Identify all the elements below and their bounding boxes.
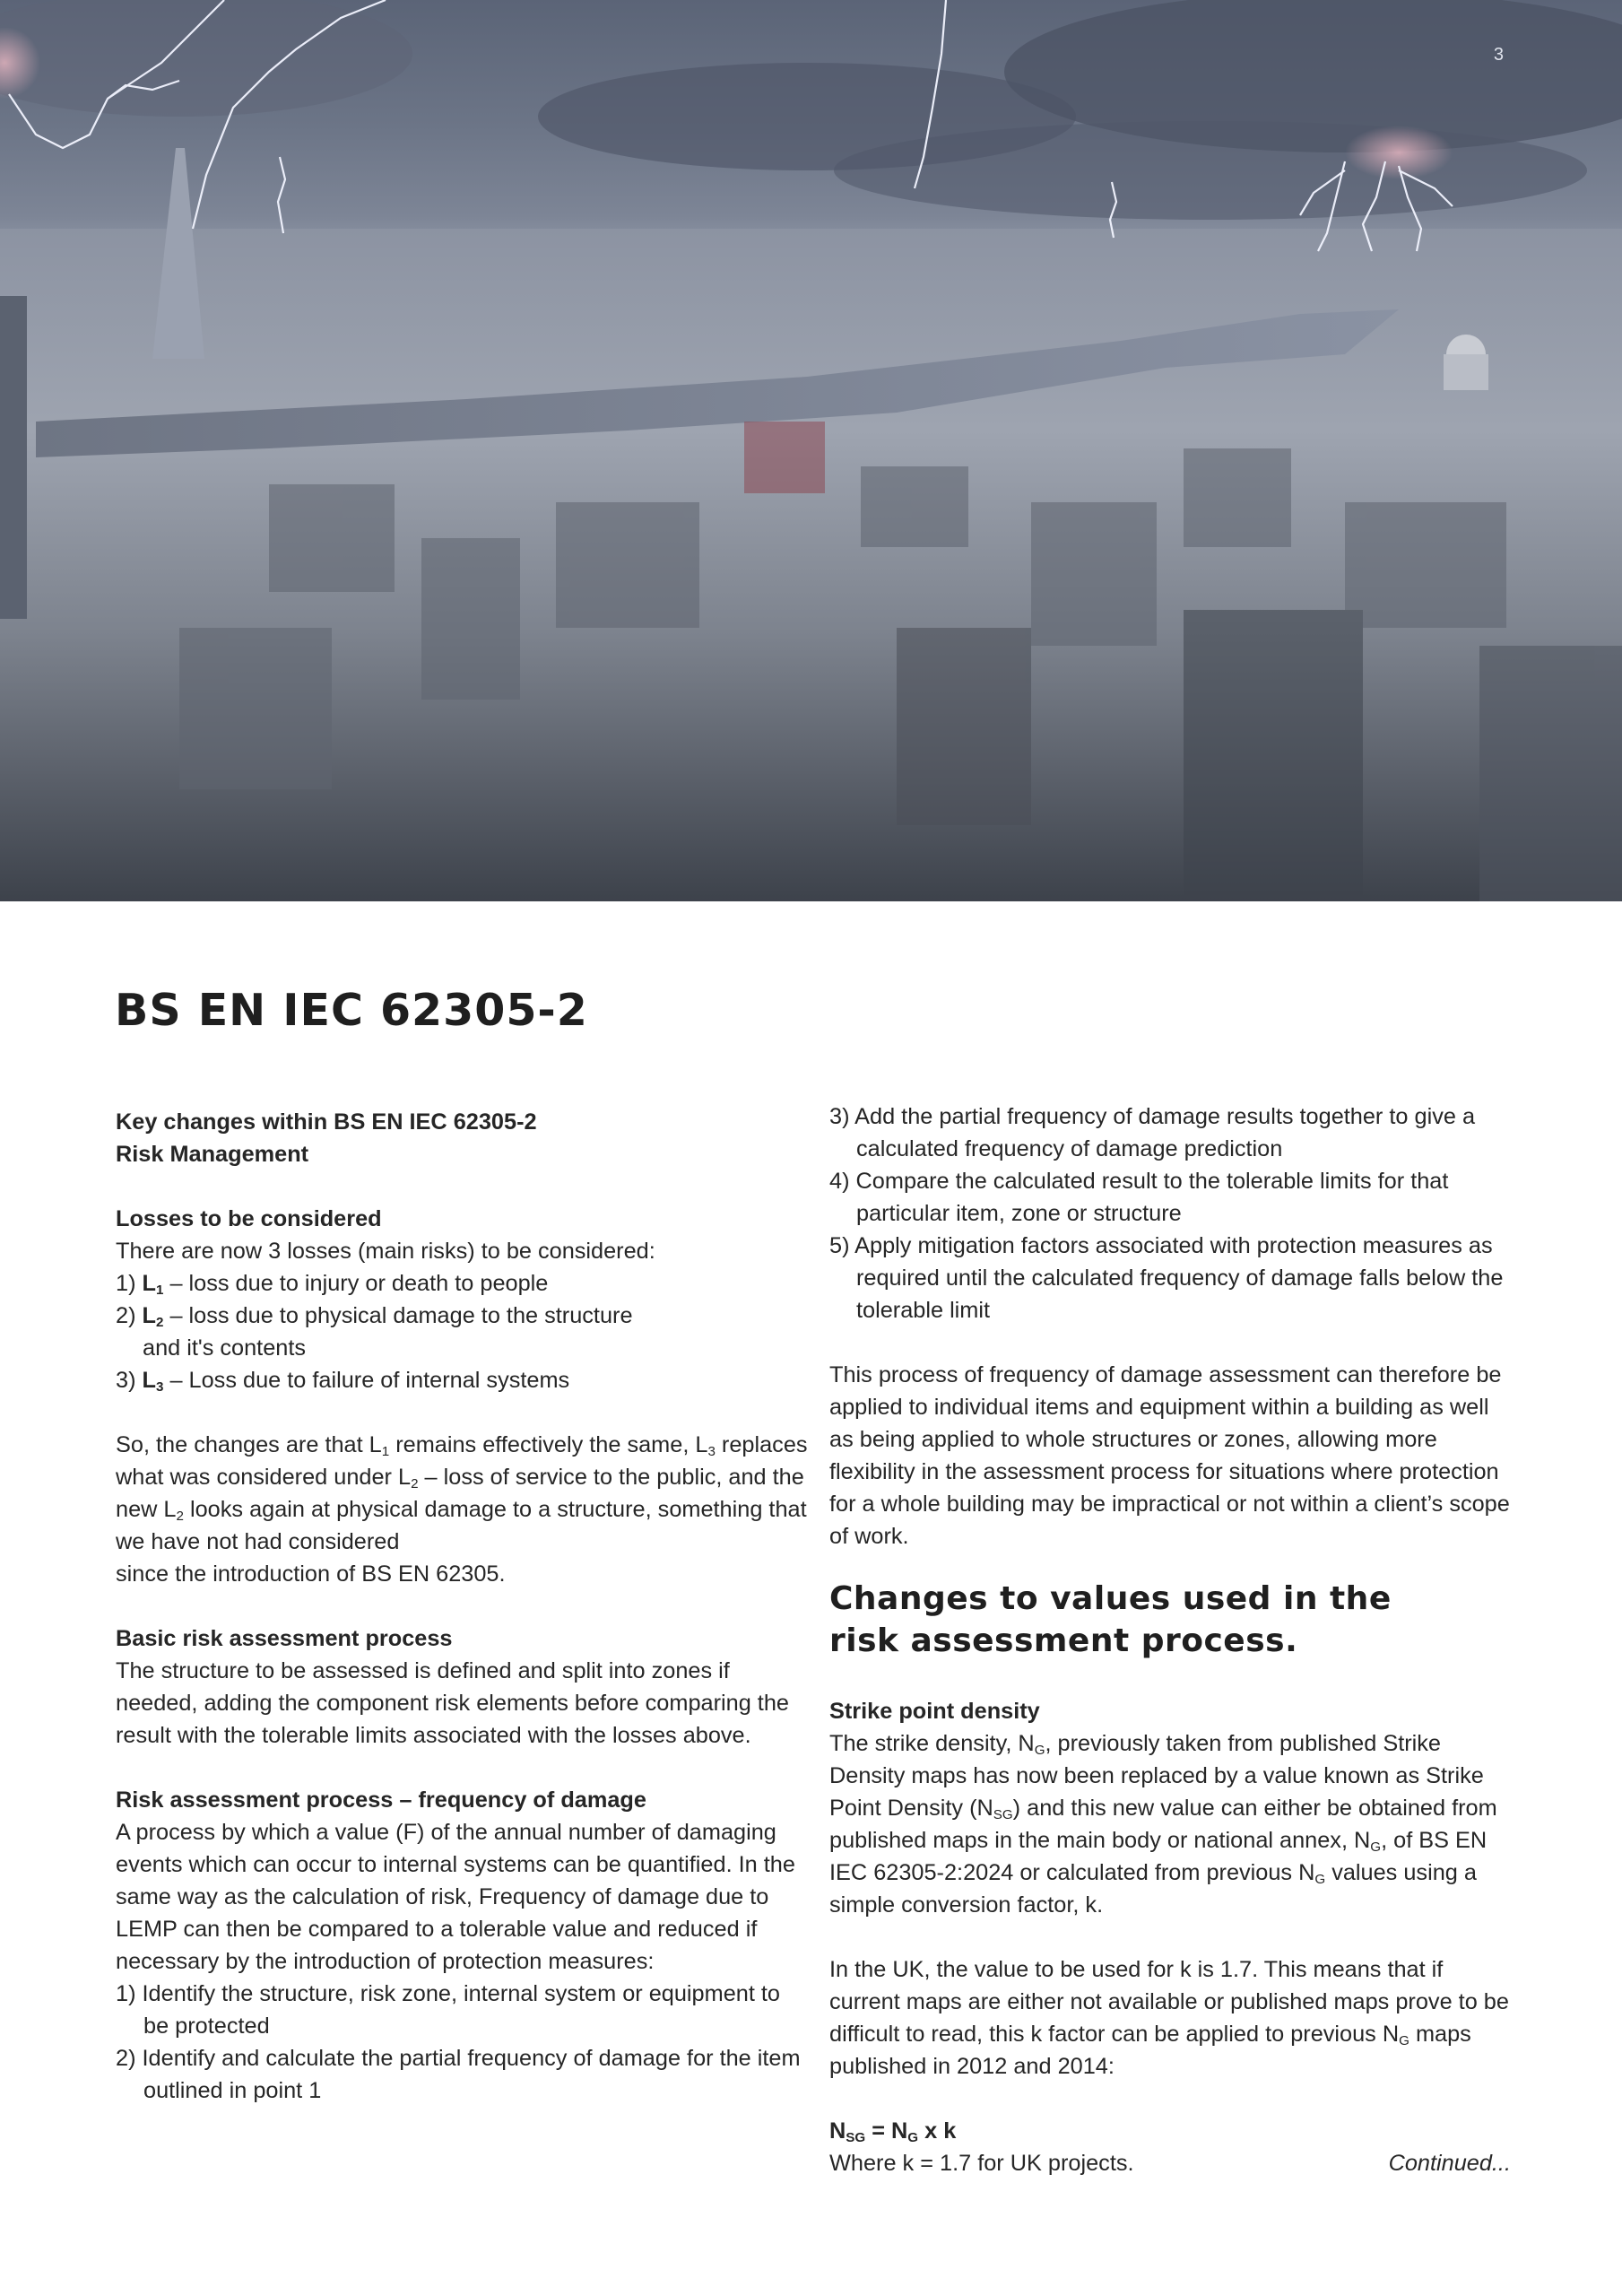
uk-paragraph: In the UK, the value to be used for k is 1.7. This means that if current maps are either not available or published maps prove to be difficult to read, this k factor can be applied to previous $N_G$ maps published in 2012 and 2014:	[829, 1957, 1509, 2079]
strike-heading: Strike point density	[829, 1699, 1040, 1724]
basic-heading: Basic risk assessment process	[116, 1626, 453, 1651]
city-storm-illustration	[0, 0, 1622, 901]
formula-note: Where k = 1.7 for UK projects.	[829, 2151, 1134, 2176]
loss-item: 3) $L_3$ – Loss due to failure of internal systems	[116, 1368, 570, 1395]
right-column	[829, 1100, 1511, 2179]
losses-heading: Losses to be considered	[116, 1206, 382, 1231]
loss-item: 1) $L_1$ – loss due to injury or death to people	[116, 1271, 549, 1298]
changes-paragraph-end: since the introduction of BS EN 62305.	[116, 1561, 506, 1587]
hero-image	[0, 0, 1622, 901]
cloud	[834, 121, 1587, 220]
changes-paragraph: So, the changes are that $L_1$ remains effectively the same, $L_3$ replaces what was considered under $L_2$ – loss of service to the public, and the new $L_2$ looks again at physical damage to a structure, something that we have not had considered	[116, 1432, 808, 1554]
formula: $N_{SG} = N_G$ x k	[829, 2118, 957, 2145]
intro-subheading: Risk Management	[116, 1142, 309, 1167]
tower-left	[0, 296, 27, 619]
section-heading: Changes to values used in the risk assessment process.	[829, 1580, 1392, 1659]
continued-label: Continued...	[1388, 2151, 1511, 2176]
frequency-step: 5) Apply mitigation factors associated with protection measures as required until the calculated frequency of damage falls below the tolerable limit	[829, 1233, 1504, 1323]
process-paragraph: This process of frequency of damage assessment can therefore be applied to individual items and equipment within a building as well as being applied to whole structures or zones, allowing more flexibility in the assessment process for situations where protection for a whole building may be impractical or not within a client’s scope of work.	[829, 1362, 1510, 1549]
loss-item-continuation: and it's contents	[143, 1335, 307, 1361]
losses-intro: There are now 3 losses (main risks) to be considered:	[116, 1239, 655, 1264]
formula-note-row	[829, 2147, 1511, 2179]
page-number: 3	[1493, 45, 1504, 65]
strike-body: The strike density, $N_G$, previously taken from published Strike Density maps has now been replaced by a value known as Strike Point Density $(N_{SG})$ and this new value can either be obtained from published maps in the main body or national annex, $N_G$, of BS EN IEC 62305-2:2024 or calculated from previous $N_G$ values using a simple conversion factor, k.	[829, 1731, 1497, 1918]
left-column	[116, 1106, 808, 2107]
frequency-body: A process by which a value (F) of the annual number of damaging events which can occur to internal systems can be quantified. In the same way as the calculation of risk, Frequency of damage due to LEMP can then be compared to a tolerable value and reduced if necessary by the introduction of protection measures:	[116, 1820, 795, 1974]
frequency-step: 1) Identify the structure, risk zone, internal system or equipment to be protected	[116, 1981, 780, 2039]
frequency-step: 2) Identify and calculate the partial frequency of damage for the item outlined in point 1	[116, 2046, 801, 2103]
frequency-step: 3) Add the partial frequency of damage results together to give a calculated frequency of damage prediction	[829, 1104, 1476, 1161]
page-title: BS EN IEC 62305-2	[115, 985, 588, 1036]
frequency-heading: Risk assessment process – frequency of damage	[116, 1787, 646, 1813]
basic-body: The structure to be assessed is defined and split into zones if needed, adding the component risk elements before comparing the result with the tolerable limits associated with the losses above.	[116, 1658, 789, 1748]
frequency-step: 4) Compare the calculated result to the tolerable limits for that particular item, zone or structure	[829, 1169, 1449, 1226]
intro-heading: Key changes within BS EN IEC 62305-2	[116, 1109, 537, 1135]
loss-item: 2) $L_2$ – loss due to physical damage to the structure	[116, 1303, 633, 1330]
